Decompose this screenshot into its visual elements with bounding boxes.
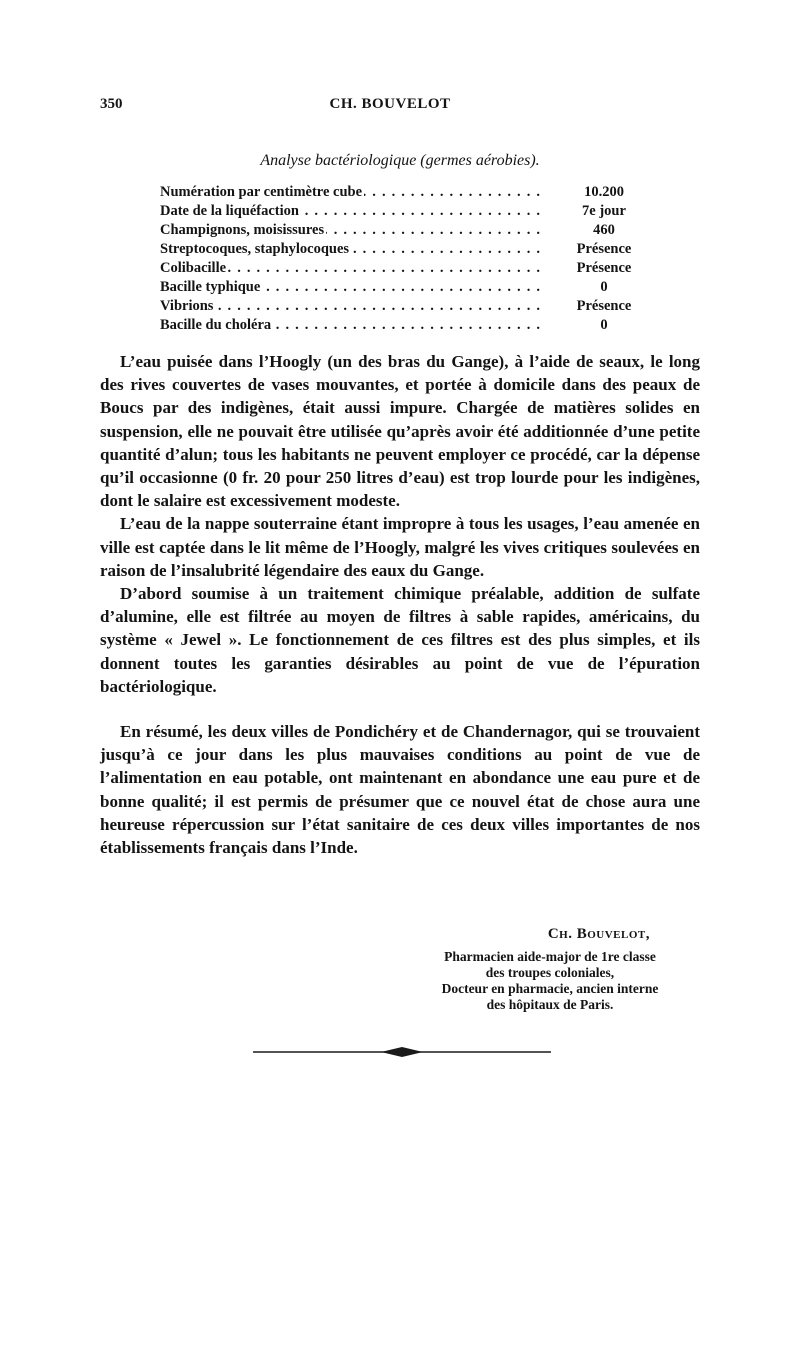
page-number: 350: [100, 96, 123, 112]
paragraph: D’abord soumise à un traitement chimique préalable, addition de sulfate d’alumine, elle est filtrée au moyen de filtres à sable rapides, américains, du système « Jewel ». Le fonctionnement de ces filtres est des plus simples, et ils donnent toutes les garanties désirables au point de vue de l’épuration bactériologique.: [100, 584, 700, 696]
paragraph: L’eau de la nappe souterraine étant impropre à tous les usages, l’eau amenée en ville est captée dans le lit même de l’Hoogly, malgré les vives critiques soulevées en raison de l’insalubrité légendaire des eaux du Gange.: [100, 514, 700, 580]
signature-name: Ch. Bouvelot,: [547, 926, 650, 942]
table-row: [160, 316, 660, 335]
row-label: Date de la liquéfaction: [160, 203, 299, 219]
running-title: CH. BOUVELOT: [329, 96, 451, 112]
row-label: Bacille du choléra: [160, 317, 272, 333]
row-label: Bacille typhique: [160, 279, 261, 295]
row-value: Présence: [576, 298, 632, 314]
table-row: [160, 240, 660, 259]
signature-line: des hôpitaux de Paris.: [486, 997, 614, 1012]
paragraph: L’eau puisée dans l’Hoogly (un des bras du Gange), à l’aide de seaux, le long des rives couvertes de vases mouvantes, et portée à domicile dans des peaux de Boucs par des indigènes, était aussi impure. Chargée de matières solides en suspension, elle ne pouvait être utilisée qu’après avoir été additionnée d’une petite quantité d’alun; tous les habitants ne peuvent employer ce procédé, car la dépense qu’il occasionne (0 fr. 20 pour 250 litres d’eau) est trop lourde pour les indigènes, dont le salaire est excessivement modeste.: [100, 352, 700, 511]
analysis-table: [160, 183, 660, 335]
paragraph: En résumé, les deux villes de Pondichéry et de Chandernagor, qui se trouvaient jusqu’à ce jour dans les plus mauvaises conditions au point de vue de l’alimentation en eau potable, ont maintenant en abondance une eau pure et de bonne qualité; il est permis de présumer que ce nouvel état de chose aura une heureuse répercussion sur l’état sanitaire de ces deux villes importantes de nos établissements français dans l’Inde.: [100, 722, 700, 858]
row-value: Présence: [576, 260, 632, 276]
row-label: Numération par centimètre cube: [160, 184, 363, 200]
table-row: [160, 183, 660, 202]
row-value: 0: [600, 317, 608, 333]
table-caption: Analyse bactériologique (germes aérobies).: [260, 152, 540, 169]
row-label: Colibacille: [160, 260, 227, 276]
row-value: Présence: [576, 241, 632, 257]
row-label: Vibrions: [160, 298, 214, 314]
signature-block: [410, 926, 690, 1013]
row-value: 7e jour: [582, 203, 626, 219]
row-value: 10.200: [584, 184, 624, 200]
table-row: [160, 202, 660, 221]
table-row: [160, 297, 660, 316]
table-row: [160, 259, 660, 278]
body-text: [100, 350, 700, 859]
row-label: Champignons, moisissures: [160, 222, 325, 238]
row-value: 460: [593, 222, 615, 238]
table-row: [160, 221, 660, 240]
running-head: [100, 96, 680, 120]
table-row: [160, 278, 660, 297]
signature-line: des troupes coloniales,: [485, 965, 615, 980]
end-ornament-icon: [253, 1040, 551, 1064]
signature-line: Docteur en pharmacie, ancien interne: [441, 981, 659, 996]
row-label: Streptocoques, staphylocoques: [160, 241, 350, 257]
row-value: 0: [600, 279, 608, 295]
signature-line: Pharmacien aide-major de 1re classe: [444, 949, 656, 964]
